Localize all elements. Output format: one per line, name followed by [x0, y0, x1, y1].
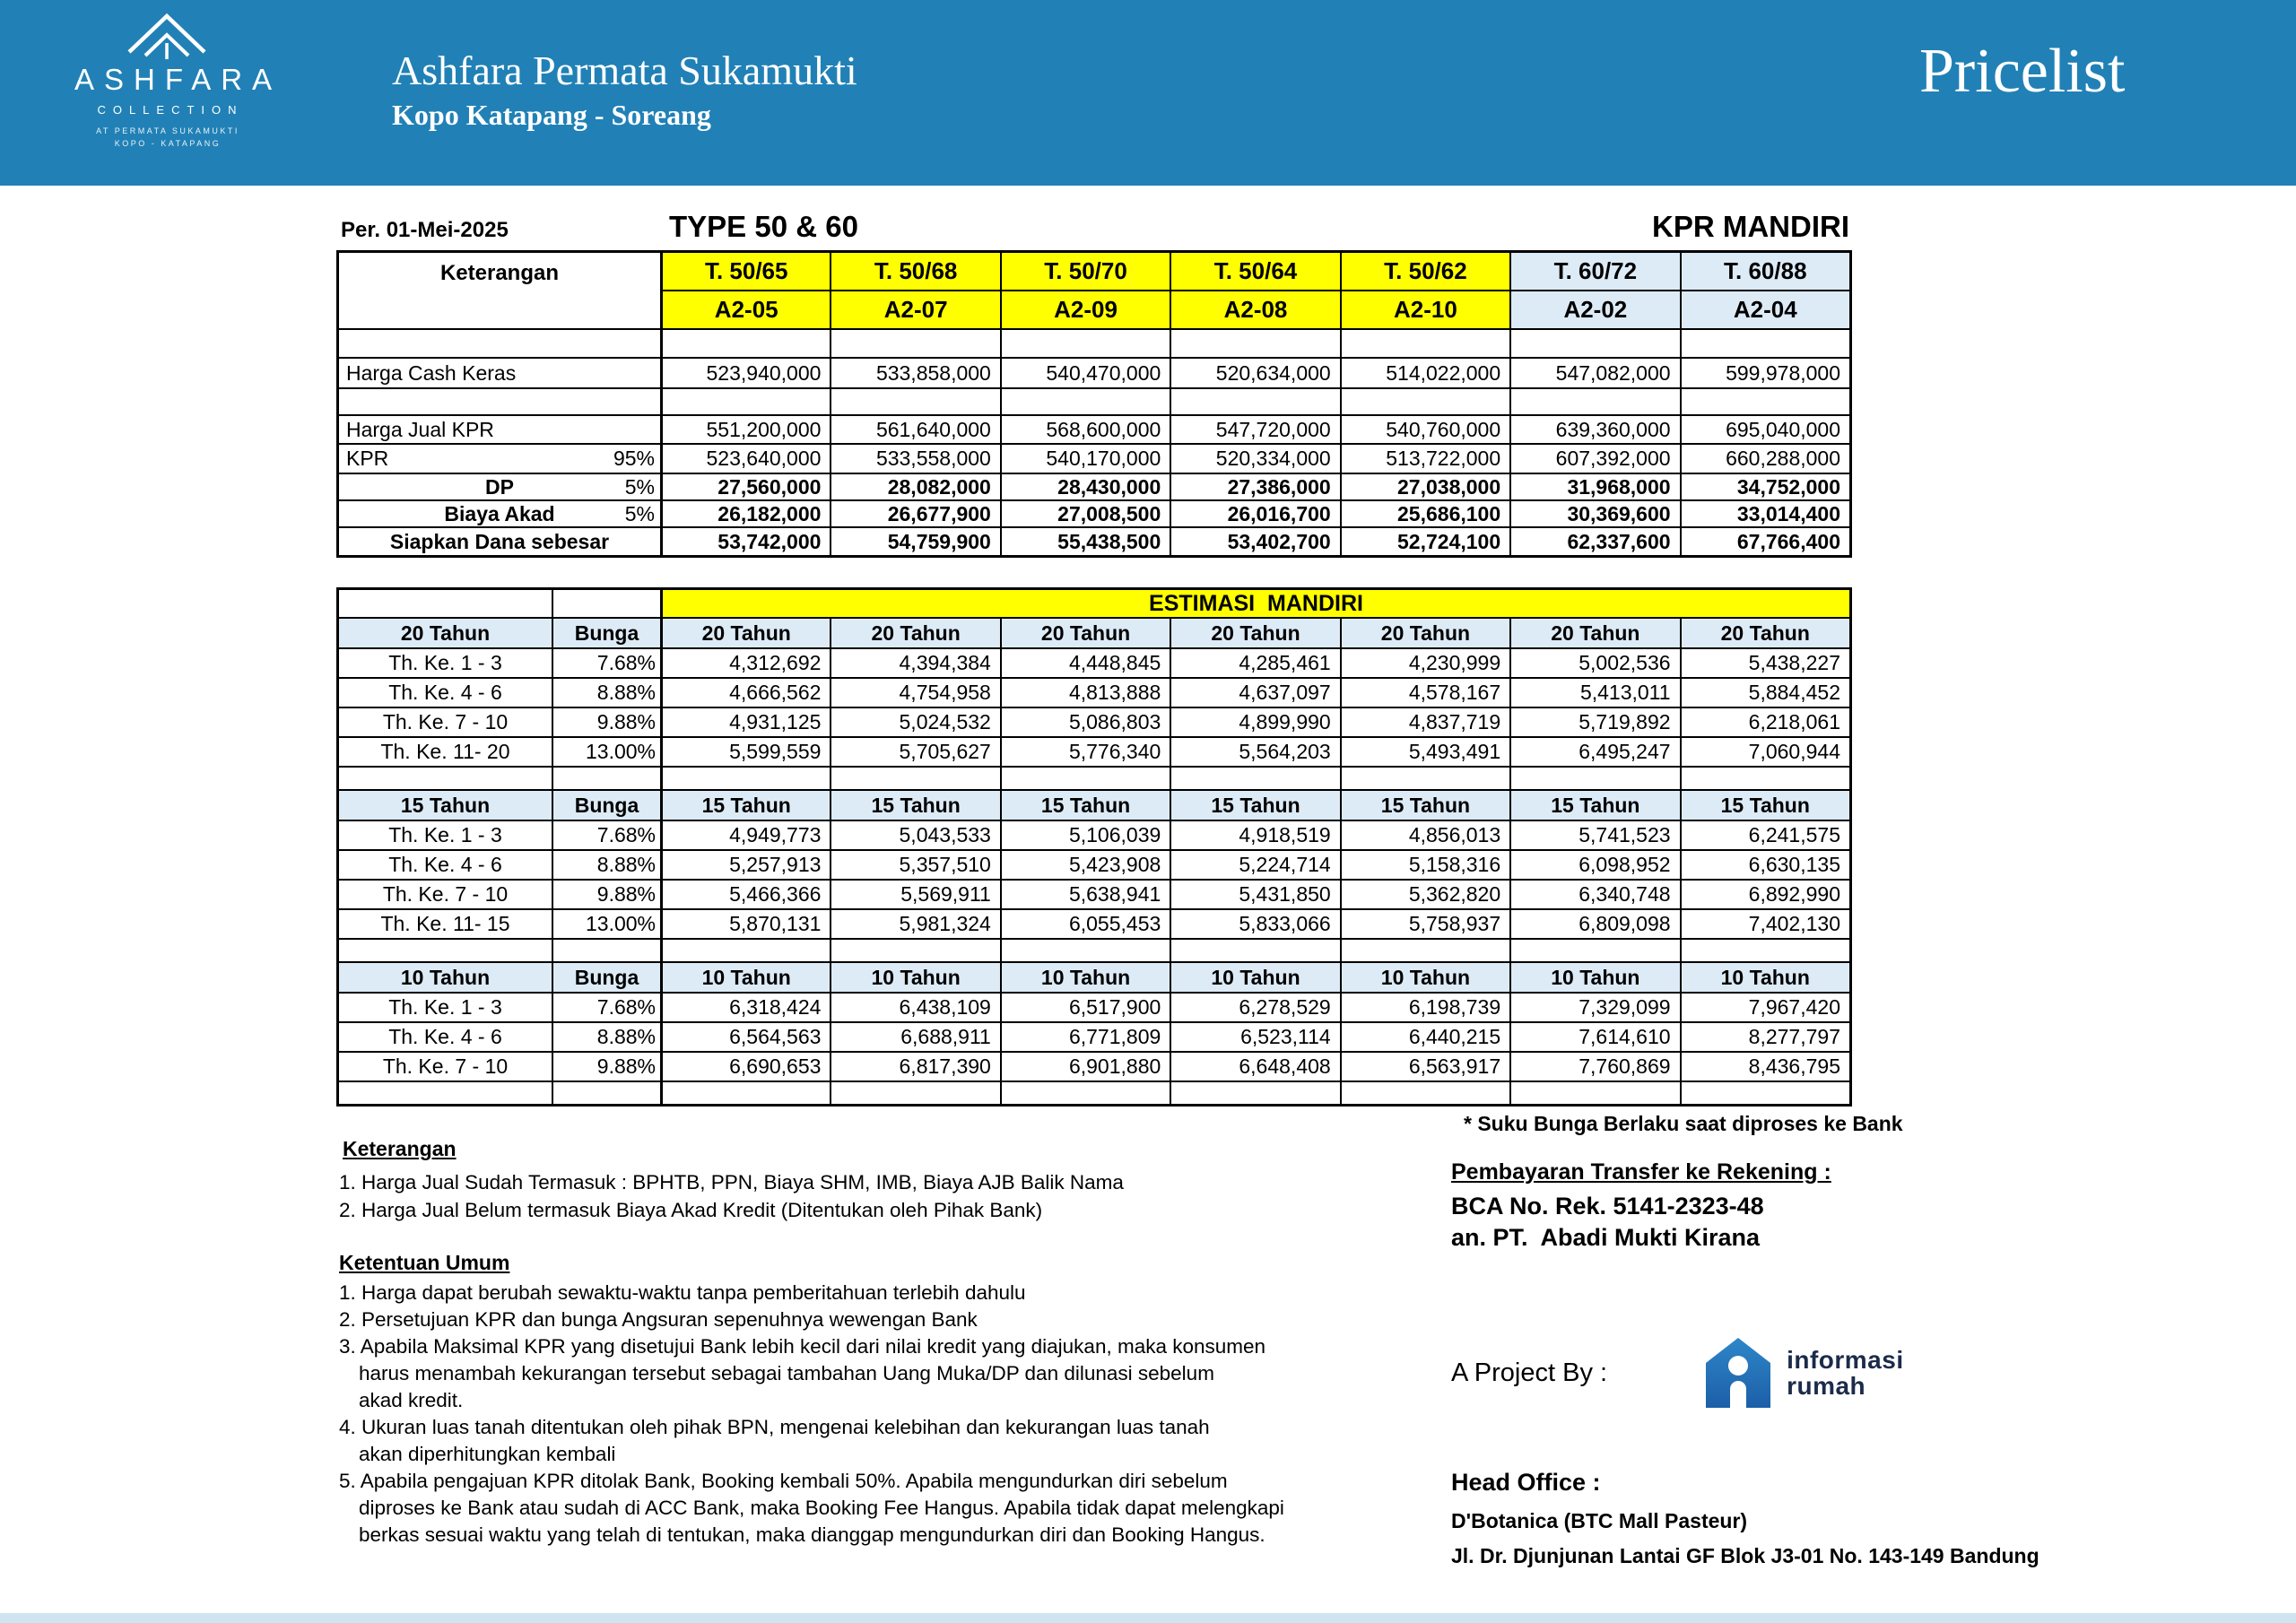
tenor-header-cell: 10 Tahun [1000, 961, 1170, 992]
ketentuan-umum-list [339, 1280, 1424, 1549]
section-spacer-cell [1170, 1081, 1339, 1104]
installment-value-cell: 6,517,900 [1000, 992, 1170, 1021]
bunga-header: Bunga [552, 961, 660, 992]
price-value-cell: 28,430,000 [1000, 473, 1170, 499]
section-spacer-cell [1340, 766, 1509, 789]
bank-label: KPR MANDIRI [1652, 210, 1849, 243]
tenor-header-cell: 15 Tahun [1509, 789, 1679, 820]
year-range-label: Th. Ke. 7 - 10 [339, 1051, 552, 1081]
price-value-cell: 547,720,000 [1170, 414, 1339, 443]
informasi-rumah-text [1787, 1347, 1904, 1399]
installment-value-cell: 5,431,850 [1170, 879, 1339, 908]
section-spacer-cell [1000, 1081, 1170, 1104]
unit-code-cell: A2-04 [1680, 290, 1849, 328]
tenor-header-cell: 20 Tahun [1000, 617, 1170, 647]
section-spacer-cell [552, 938, 660, 961]
installment-value-cell: 5,564,203 [1170, 736, 1339, 766]
type-header-cell: T. 50/68 [830, 253, 999, 290]
installment-value-cell: 6,318,424 [660, 992, 830, 1021]
price-value-cell: 540,760,000 [1340, 414, 1509, 443]
installment-value-cell: 6,901,880 [1000, 1051, 1170, 1081]
installment-value-cell: 6,630,135 [1680, 849, 1849, 879]
installment-value-cell: 6,438,109 [830, 992, 999, 1021]
logo-word-rumah: rumah [1787, 1372, 1866, 1400]
price-row-label: Harga Cash Keras [346, 360, 517, 385]
price-value-cell: 55,438,500 [1000, 526, 1170, 555]
price-row-label: DP [485, 474, 514, 499]
section-spacer-cell [1000, 938, 1170, 961]
price-row-label-cell [339, 473, 660, 499]
price-value-cell: 34,752,000 [1680, 473, 1849, 499]
section-spacer-cell [1000, 766, 1170, 789]
tenor-header-cell: 10 Tahun [1340, 961, 1509, 992]
head-office-block [1451, 1469, 2169, 1568]
price-value-cell: 27,038,000 [1340, 473, 1509, 499]
installment-value-cell: 5,158,316 [1340, 849, 1509, 879]
price-date: Per. 01-Mei-2025 [341, 218, 509, 242]
installment-value-cell: 5,024,532 [830, 707, 999, 736]
type-header-cell: T. 60/88 [1680, 253, 1849, 290]
section-spacer-cell [830, 938, 999, 961]
installment-value-cell: 5,599,559 [660, 736, 830, 766]
installment-value-cell: 4,637,097 [1170, 677, 1339, 707]
installment-value-cell: 5,705,627 [830, 736, 999, 766]
ketentuan-umum-line: diproses ke Bank atau sudah di ACC Bank, maka Booking Fee Hangus. Apabila tidak dapat melengkapi [359, 1497, 1284, 1519]
payment-title: Pembayaran Transfer ke Rekening : [1451, 1159, 1831, 1185]
installment-value-cell: 5,884,452 [1680, 677, 1849, 707]
installment-value-cell: 6,440,215 [1340, 1021, 1509, 1051]
ashfara-logo [65, 13, 283, 148]
tenor-header-cell: 20 Tahun [830, 617, 999, 647]
price-value-cell: 523,940,000 [660, 357, 830, 387]
unit-code-cell: A2-05 [660, 290, 830, 328]
tenor-header-label: 20 Tahun [339, 617, 552, 647]
installment-value-cell: 7,967,420 [1680, 992, 1849, 1021]
banner-spacer-bunga [552, 590, 660, 617]
keterangan-header: Keterangan [339, 253, 660, 328]
ketentuan-umum-line: 3. Apabila Maksimal KPR yang disetujui Bank lebih kecil dari nilai kredit yang diajukan, maka konsumen [339, 1335, 1266, 1358]
installment-value-cell: 4,837,719 [1340, 707, 1509, 736]
roof-chevron-icon [124, 13, 210, 59]
price-value-cell: 540,470,000 [1000, 357, 1170, 387]
price-value-cell: 67,766,400 [1680, 526, 1849, 555]
installment-value-cell: 4,813,888 [1000, 677, 1170, 707]
ketentuan-umum-line: akan diperhitungkan kembali [359, 1443, 616, 1465]
section-spacer-cell [339, 1081, 552, 1104]
section-spacer-cell [660, 1081, 830, 1104]
installment-value-cell: 5,357,510 [830, 849, 999, 879]
installment-value-cell: 7,329,099 [1509, 992, 1679, 1021]
logo-brand-text: ASHFARA [74, 63, 283, 96]
tenor-header-label: 10 Tahun [339, 961, 552, 992]
interest-rate: 8.88% [552, 849, 660, 879]
header-band [0, 0, 2296, 186]
house-i-icon [1704, 1336, 1772, 1410]
tenor-header-cell: 20 Tahun [1170, 617, 1339, 647]
tenor-header-cell: 20 Tahun [1680, 617, 1849, 647]
tenor-header-cell: 10 Tahun [1680, 961, 1849, 992]
tenor-header-cell: 15 Tahun [660, 789, 830, 820]
section-spacer-cell [339, 766, 552, 789]
type-header-cell: T. 50/62 [1340, 253, 1509, 290]
installment-value-cell: 6,771,809 [1000, 1021, 1170, 1051]
document-type-label: Pricelist [1919, 37, 2126, 106]
keterangan-notes-list [339, 1169, 1424, 1224]
type-header-cell: T. 50/70 [1000, 253, 1170, 290]
installment-value-cell: 4,312,692 [660, 647, 830, 677]
price-value-cell: 695,040,000 [1680, 414, 1849, 443]
installment-value-cell: 4,856,013 [1340, 820, 1509, 849]
price-value-cell [1340, 328, 1509, 357]
installment-value-cell: 4,230,999 [1340, 647, 1509, 677]
price-value-cell: 25,686,100 [1340, 499, 1509, 526]
tenor-header-cell: 20 Tahun [1509, 617, 1679, 647]
installment-value-cell: 6,495,247 [1509, 736, 1679, 766]
price-value-cell [1170, 387, 1339, 414]
price-value-cell: 31,968,000 [1509, 473, 1679, 499]
head-office-address: Jl. Dr. Djunjunan Lantai GF Blok J3-01 No. 143-149 Bandung [1451, 1544, 2039, 1567]
ketentuan-umum-line: 5. Apabila pengajuan KPR ditolak Bank, Booking kembali 50%. Apabila mengundurkan diri sebelum [339, 1470, 1228, 1492]
year-range-label: Th. Ke. 4 - 6 [339, 1021, 552, 1051]
price-value-cell: 53,402,700 [1170, 526, 1339, 555]
installment-value-cell: 6,564,563 [660, 1021, 830, 1051]
type-header-cell: T. 50/65 [660, 253, 830, 290]
type-header-cell: T. 50/64 [1170, 253, 1339, 290]
installment-value-cell: 5,106,039 [1000, 820, 1170, 849]
price-value-cell: 53,742,000 [660, 526, 830, 555]
bunga-header: Bunga [552, 617, 660, 647]
keterangan-note-item: 2. Harga Jual Belum termasuk Biaya Akad Kredit (Ditentukan oleh Pihak Bank) [339, 1199, 1043, 1221]
head-office-title: Head Office : [1451, 1469, 1601, 1496]
price-value-cell [660, 387, 830, 414]
price-row-label: Biaya Akad [444, 501, 555, 525]
installment-value-cell: 4,754,958 [830, 677, 999, 707]
interest-rate: 8.88% [552, 1021, 660, 1051]
unit-code-cell: A2-07 [830, 290, 999, 328]
price-value-cell [1680, 328, 1849, 357]
price-value-cell: 513,722,000 [1340, 443, 1509, 473]
ketentuan-umum-line: akad kredit. [359, 1389, 464, 1411]
informasi-rumah-logo [1704, 1336, 1904, 1410]
price-value-cell [1000, 387, 1170, 414]
price-value-cell [830, 328, 999, 357]
price-row-label-cell [339, 357, 660, 387]
installment-value-cell: 8,436,795 [1680, 1051, 1849, 1081]
price-value-cell: 523,640,000 [660, 443, 830, 473]
price-row-percent: 5% [624, 501, 655, 525]
bunga-header: Bunga [552, 789, 660, 820]
section-spacer-cell [1509, 938, 1679, 961]
keterangan-note-item: 1. Harga Jual Sudah Termasuk : BPHTB, PPN, Biaya SHM, IMB, Biaya AJB Balik Nama [339, 1171, 1124, 1193]
project-by-label: A Project By : [1451, 1358, 1608, 1387]
interest-rate-note: * Suku Bunga Berlaku saat diproses ke Bank [1464, 1112, 1903, 1135]
type-header-cell: T. 60/72 [1509, 253, 1679, 290]
installment-value-cell: 6,098,952 [1509, 849, 1679, 879]
price-value-cell: 540,170,000 [1000, 443, 1170, 473]
installment-value-cell: 4,448,845 [1000, 647, 1170, 677]
section-spacer-cell [552, 1081, 660, 1104]
payment-account-name: an. PT. Abadi Mukti Kirana [1451, 1224, 1761, 1251]
price-row-label-cell [339, 328, 660, 357]
installment-value-cell: 7,402,130 [1680, 908, 1849, 938]
section-spacer-cell [830, 766, 999, 789]
installment-value-cell: 5,086,803 [1000, 707, 1170, 736]
installment-value-cell: 6,892,990 [1680, 879, 1849, 908]
price-value-cell: 26,182,000 [660, 499, 830, 526]
price-value-cell: 607,392,000 [1509, 443, 1679, 473]
section-spacer-cell [1680, 766, 1849, 789]
tenor-header-label: 15 Tahun [339, 789, 552, 820]
year-range-label: Th. Ke. 7 - 10 [339, 879, 552, 908]
section-spacer-cell [830, 1081, 999, 1104]
project-location: Kopo Katapang - Soreang [392, 99, 711, 131]
installment-value-cell: 6,648,408 [1170, 1051, 1339, 1081]
notes-right [1451, 1112, 2169, 1568]
installment-value-cell: 7,760,869 [1509, 1051, 1679, 1081]
ketentuan-umum-line: harus menambah kekurangan tersebut sebagai tambahan Uang Muka/DP dan dilunasi sebelum [359, 1362, 1214, 1384]
house-type-label: TYPE 50 & 60 [669, 210, 858, 243]
estimasi-table [336, 587, 1852, 1107]
section-spacer-cell [1509, 1081, 1679, 1104]
price-value-cell: 54,759,900 [830, 526, 999, 555]
unit-code-cell: A2-02 [1509, 290, 1679, 328]
unit-code-cell: A2-10 [1340, 290, 1509, 328]
estimasi-banner: ESTIMASI MANDIRI [660, 590, 1849, 617]
installment-value-cell: 5,438,227 [1680, 647, 1849, 677]
installment-value-cell: 6,523,114 [1170, 1021, 1339, 1051]
section-spacer-cell [1340, 938, 1509, 961]
section-spacer-cell [1680, 938, 1849, 961]
installment-value-cell: 5,002,536 [1509, 647, 1679, 677]
price-value-cell: 599,978,000 [1680, 357, 1849, 387]
installment-value-cell: 6,817,390 [830, 1051, 999, 1081]
installment-value-cell: 5,719,892 [1509, 707, 1679, 736]
price-value-cell: 52,724,100 [1340, 526, 1509, 555]
unit-code-cell: A2-09 [1000, 290, 1170, 328]
price-value-cell: 551,200,000 [660, 414, 830, 443]
price-row-percent: 95% [613, 447, 655, 470]
installment-value-cell: 6,340,748 [1509, 879, 1679, 908]
tenor-header-cell: 10 Tahun [660, 961, 830, 992]
price-value-cell [1000, 328, 1170, 357]
head-office-building: D'Botanica (BTC Mall Pasteur) [1451, 1509, 1748, 1532]
logo-subline-1: AT PERMATA SUKAMUKTI [96, 126, 239, 135]
installment-value-cell: 4,918,519 [1170, 820, 1339, 849]
year-range-label: Th. Ke. 1 - 3 [339, 647, 552, 677]
price-value-cell: 27,008,500 [1000, 499, 1170, 526]
section-spacer-cell [1340, 1081, 1509, 1104]
price-value-cell [1170, 328, 1339, 357]
installment-value-cell: 5,638,941 [1000, 879, 1170, 908]
ketentuan-umum-line: 2. Persetujuan KPR dan bunga Angsuran sepenuhnya wewengan Bank [339, 1308, 978, 1331]
tenor-header-cell: 15 Tahun [1170, 789, 1339, 820]
installment-value-cell: 5,741,523 [1509, 820, 1679, 849]
installment-value-cell: 6,563,917 [1340, 1051, 1509, 1081]
price-value-cell [830, 387, 999, 414]
installment-value-cell: 7,060,944 [1680, 736, 1849, 766]
price-value-cell: 547,082,000 [1509, 357, 1679, 387]
notes-left [339, 1135, 1424, 1549]
price-value-cell [1509, 328, 1679, 357]
price-value-cell: 520,334,000 [1170, 443, 1339, 473]
installment-value-cell: 7,614,610 [1509, 1021, 1679, 1051]
section-spacer-cell [660, 766, 830, 789]
tenor-header-cell: 10 Tahun [830, 961, 999, 992]
payment-account: BCA No. Rek. 5141-2323-48 [1451, 1193, 1764, 1219]
year-range-label: Th. Ke. 1 - 3 [339, 820, 552, 849]
installment-value-cell: 5,043,533 [830, 820, 999, 849]
tenor-header-cell: 15 Tahun [830, 789, 999, 820]
price-value-cell: 27,560,000 [660, 473, 830, 499]
price-value-cell: 533,858,000 [830, 357, 999, 387]
price-value-cell: 568,600,000 [1000, 414, 1170, 443]
year-range-label: Th. Ke. 11- 20 [339, 736, 552, 766]
section-spacer-cell [1509, 766, 1679, 789]
price-value-cell: 660,288,000 [1680, 443, 1849, 473]
installment-value-cell: 6,809,098 [1509, 908, 1679, 938]
installment-value-cell: 4,394,384 [830, 647, 999, 677]
project-title: Ashfara Permata Sukamukti [392, 48, 857, 93]
installment-value-cell: 6,241,575 [1680, 820, 1849, 849]
logo-word-informasi: informasi [1787, 1346, 1904, 1374]
price-value-cell [1680, 387, 1849, 414]
installment-value-cell: 5,776,340 [1000, 736, 1170, 766]
interest-rate: 7.68% [552, 992, 660, 1021]
ketentuan-umum-title: Ketentuan Umum [339, 1251, 510, 1274]
installment-value-cell: 5,224,714 [1170, 849, 1339, 879]
installment-value-cell: 6,690,653 [660, 1051, 830, 1081]
interest-rate: 9.88% [552, 707, 660, 736]
installment-value-cell: 5,466,366 [660, 879, 830, 908]
interest-rate: 9.88% [552, 879, 660, 908]
installment-value-cell: 5,981,324 [830, 908, 999, 938]
installment-value-cell: 6,218,061 [1680, 707, 1849, 736]
price-value-cell: 62,337,600 [1509, 526, 1679, 555]
price-row-label-cell [339, 526, 660, 555]
price-value-cell: 561,640,000 [830, 414, 999, 443]
installment-value-cell: 5,493,491 [1340, 736, 1509, 766]
tenor-header-cell: 10 Tahun [1170, 961, 1339, 992]
tenor-header-cell: 20 Tahun [660, 617, 830, 647]
installment-value-cell: 5,423,908 [1000, 849, 1170, 879]
section-spacer-cell [660, 938, 830, 961]
price-value-cell: 27,386,000 [1170, 473, 1339, 499]
banner-spacer-label [339, 590, 552, 617]
interest-rate: 7.68% [552, 647, 660, 677]
bottom-accent-strip [0, 1613, 2296, 1623]
installment-value-cell: 4,949,773 [660, 820, 830, 849]
section-spacer-cell [1680, 1081, 1849, 1104]
section-spacer-cell [339, 938, 552, 961]
ketentuan-umum-line: berkas sesuai waktu yang telah di tentukan, maka dianggap mengundurkan diri dan Booking Hangus. [359, 1523, 1265, 1546]
installment-value-cell: 4,285,461 [1170, 647, 1339, 677]
price-row-label-cell [339, 414, 660, 443]
installment-value-cell: 6,198,739 [1340, 992, 1509, 1021]
installment-value-cell: 4,666,562 [660, 677, 830, 707]
price-row-percent: 5% [624, 474, 655, 499]
installment-value-cell: 4,899,990 [1170, 707, 1339, 736]
year-range-label: Th. Ke. 11- 15 [339, 908, 552, 938]
year-range-label: Th. Ke. 4 - 6 [339, 677, 552, 707]
price-table [336, 250, 1852, 558]
price-value-cell: 28,082,000 [830, 473, 999, 499]
installment-value-cell: 5,833,066 [1170, 908, 1339, 938]
price-value-cell: 533,558,000 [830, 443, 999, 473]
price-value-cell: 26,677,900 [830, 499, 999, 526]
installment-value-cell: 8,277,797 [1680, 1021, 1849, 1051]
installment-value-cell: 4,578,167 [1340, 677, 1509, 707]
unit-code-cell: A2-08 [1170, 290, 1339, 328]
price-value-cell: 639,360,000 [1509, 414, 1679, 443]
interest-rate: 13.00% [552, 908, 660, 938]
installment-value-cell: 6,055,453 [1000, 908, 1170, 938]
interest-rate: 13.00% [552, 736, 660, 766]
price-value-cell [1509, 387, 1679, 414]
ketentuan-umum-line: 1. Harga dapat berubah sewaktu-waktu tanpa pemberitahuan terlebih dahulu [339, 1281, 1026, 1304]
installment-value-cell: 5,870,131 [660, 908, 830, 938]
installment-value-cell: 5,362,820 [1340, 879, 1509, 908]
installment-value-cell: 6,688,911 [830, 1021, 999, 1051]
interest-rate: 9.88% [552, 1051, 660, 1081]
tenor-header-cell: 15 Tahun [1340, 789, 1509, 820]
price-row-label-cell [339, 499, 660, 526]
tenor-header-cell: 15 Tahun [1680, 789, 1849, 820]
price-value-cell [660, 328, 830, 357]
installment-value-cell: 6,278,529 [1170, 992, 1339, 1021]
section-spacer-cell [552, 766, 660, 789]
year-range-label: Th. Ke. 7 - 10 [339, 707, 552, 736]
installment-value-cell: 5,257,913 [660, 849, 830, 879]
price-value-cell [1340, 387, 1509, 414]
installment-value-cell: 5,413,011 [1509, 677, 1679, 707]
price-value-cell: 514,022,000 [1340, 357, 1509, 387]
section-spacer-cell [1170, 766, 1339, 789]
installment-value-cell: 5,569,911 [830, 879, 999, 908]
price-row-label-cell [339, 387, 660, 414]
price-value-cell: 520,634,000 [1170, 357, 1339, 387]
keterangan-notes-title: Keterangan [343, 1137, 457, 1160]
tenor-header-cell: 10 Tahun [1509, 961, 1679, 992]
tenor-header-cell: 20 Tahun [1340, 617, 1509, 647]
installment-value-cell: 4,931,125 [660, 707, 830, 736]
price-value-cell: 30,369,600 [1509, 499, 1679, 526]
installment-value-cell: 5,758,937 [1340, 908, 1509, 938]
price-row-label: KPR [346, 447, 389, 470]
project-by-row [1451, 1336, 2169, 1410]
price-value-cell: 26,016,700 [1170, 499, 1339, 526]
interest-rate: 7.68% [552, 820, 660, 849]
logo-collection-text: COLLECTION [97, 103, 244, 117]
price-row-label: Siapkan Dana sebesar [389, 529, 610, 553]
price-row-label: Harga Jual KPR [346, 417, 494, 441]
ketentuan-umum-line: 4. Ukuran luas tanah ditentukan oleh pihak BPN, mengenai kelebihan dan kekurangan luas tanah [339, 1416, 1210, 1438]
tenor-header-cell: 15 Tahun [1000, 789, 1170, 820]
price-value-cell: 33,014,400 [1680, 499, 1849, 526]
year-range-label: Th. Ke. 4 - 6 [339, 849, 552, 879]
interest-rate: 8.88% [552, 677, 660, 707]
logo-subline-2: KOPO - KATAPANG [114, 139, 222, 148]
year-range-label: Th. Ke. 1 - 3 [339, 992, 552, 1021]
price-row-label-cell [339, 443, 660, 473]
section-spacer-cell [1170, 938, 1339, 961]
